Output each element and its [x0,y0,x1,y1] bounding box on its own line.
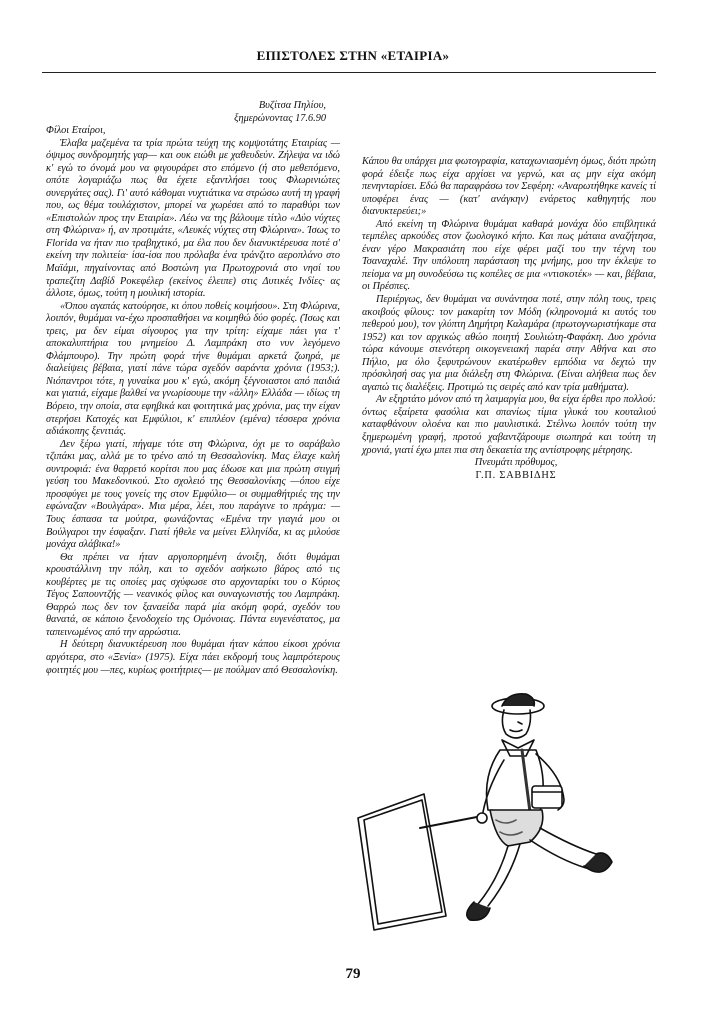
page-header: ΕΠΙΣΤΟΛΕΣ ΣΤΗΝ «ΕΤΑΙΡΙΑ» [256,48,450,63]
running-boy-illustration [350,690,680,940]
header-rule [42,72,656,73]
dateline-date: ξημερώνοντας 17.6.90 [234,112,326,124]
right-paragraph: Αν εξηρτάτο μόνον από τη λαιμαργία μου, θα είχα έρθει προ πολλού: όντως εξαίρετα φασόλια και σπανίως τίμια γλυκά του κουταλιού καταφθάνουν ολοένα και πιο μαυλιστικά. Στέλνω λοιπόν τούτη την ξημερωμένη γραφή, προτού χαβαντζάρουμε σιωπηρά και τούτη τη χρονιά, γιατί έχω μπει πια στη δεκαετία της αντίστροφης μέτρησης. [362,394,656,456]
dateline-place: Βυζίτσα Πηλίου, [258,100,326,111]
satchel [532,786,562,808]
shoe [467,902,490,920]
right-paragraph: Από εκείνη τη Φλώρινα θυμάμαι καθαρά μονάχα δύο επιβλητικά τεμπέλες αρκούδες στον ζωολογικό κήπο. Και πως μάταια αναζήτησα, έναν γέρο Μακρασιάτη που είχε φέρει μαζί του την τέχνη του Τσαναχαλέ. Την υπόλοιπη παράσταση της μνήμης, μου την έκλεψε το πείσμα να μη συνοδεύσω τις κοπέλες σε μια «ντισκοτέκ» — και, βέβαια, οι Πρέσπες. [362,218,656,293]
closing-line: Πνευμάτι πρόθυμος, [474,457,558,469]
right-paragraph: Περιέργως, δεν θυμάμαι να συνάντησα ποτέ, στην πόλη τους, τρεις ακοιβούς φίλους: τον μακαρίτη τον Μόδη (κληρονομιά κι αυτός του πεθερού μου), τον γλύπτη Δημήτρη Καλαμάρα (πρωτογνωριστήκαμε στα 1952) και τον αρχικώς αθώο ποιητή Σουλιώτη-Φαφάκη. Δυο χρόνια τώρα κάνουμε στενότερη οικογενειακή παρέα στην Αθήνα και στο Πήλιο, μα όλο ξεφυτρώνουν εκατέρωθεν εμπόδια να δεχτώ την πρόσκλησή σας για μια διάλεξη στη Φλώρινα. (Είναι αλήθεια πως δεν αγαπώ τις διαλέξεις. Προτιμώ τις σειρές από καν τρία μαθήματα). [362,294,656,393]
right-paragraph: Κάπου θα υπάρχει μια φωτογραφία, καταχωνιασμένη όμως, διότι πρώτη φορά έδειξε πως είχα αρχίσει να γερνώ, και ας μην είχα ακόμη πενηνταρίσει. Εδώ θα παραφράσω τον Σεφέρη: «Αναρωτήθηκε κανείς τί υποφέρει ένας — (κατ' ανάγκην) ενάρετος καθηγητής που διανυκτερεύει;» [362,156,656,218]
left-paragraph: Η δεύτερη διανυκτέρευση που θυμάμαι ήταν κάπου είκοσι χρόνια αργότερα, στο «Ξενία» (1975). Είχα πάει εκδρομή τους λαμπρότερους φοιτητές μου —πες, κυρίως φοιτήτριες— με πούλμαν από Θεσσαλονίκη. [46,639,340,676]
greeting: Φίλοι Εταίροι, [46,125,106,136]
dateline [46,100,340,125]
boy-leg-front [478,846,508,904]
page-number: 79 [345,966,361,982]
left-paragraph: Δεν ξέρω γιατί, πήγαμε τότε στη Φλώρινα, όχι με το σαράβαλο τζιπάκι μας, αλλά με το τρένο από τη Θεσσαλονίκη. Μας έλαχε καλή συντροφιά: ένα θαρρετό κορίτσι που μας έδωσε και μια πρώτη στιγμή γεύση του Μακεδονικού. Στο σχολειό της Θεσσαλονίκης —όπου είχε προσφύγει με τους γονείς της στον Εμφύλιο— οι συμμαθήτριές της την εφώναζαν «Βουλγάρα». Μια μέρα, λέει, που παράγινε το πράγμα: —Τους έσπασα τα μούτρα, φωνάζοντας «Εμένα την γιαγιά μου οι Βούλγαροι την έσφαξαν. Γιατί ήθελε να μείνει Ελληνίδα, κι ας μιλούσε μονάχα σλάβικα!» [46,438,340,551]
left-paragraph: Έλαβα μαζεμένα τα τρία πρώτα τεύχη της κομψοτάτης Εταιρίας —όψιμος συνδρομητής γαρ— και ουκ ειώθι με χαθευδεύν. Ζήλεψα να ιδώ κ' εγώ το όνομά μου να φιγουράρει στο επόμενο (ή στο μεθεπόμενο, οπότε λογαριάζω πως θα έχετε εξαντλήσει τους Φλωρινιώτες συνεργάτες σας). Γι' αυτό κάθομαι νυχτιάτικα να στρώσω αυτή τη γραφή που, ως θέμα τουλάχιστον, μπορεί να χωρέσει από το παραθύρι των «Επιστολών προς την Εταιρία». Λέω να της βάλουμε τίτλο «Δύο νύχτες στη Φλώρινα» ή, αν προτιμάτε, «Λευκές νύχτες στη Φλώρινα». Ίσως το Florida να ήταν πιο τραβηχτικό, μα έλα που δεν διανυκτέρευσα ποτέ σ' εκείνη την πολιτεία· ίσα-ίσα που πρόλαβα ένα τράνζιτο αεροπλάνο στο Μαϊάμι, πηγαίνοντας από Βοστώνη για Πρωτοχρονιά στο νησί του τραπεζίτη Δαβίδ Ροκεφέλερ (εκείνος έλειπε) στις Δυτικές Ινδίες· ας άλλοτε, όμως, τούτη η μουλική ιστορία. [46,137,340,300]
left-paragraph: «Όπου αγαπάς κατούρησε, κι όπου ποθείς κοιμήσου». Στη Φλώρινα, λοιπόν, θυμάμαι να-έχω προσπαθήσει να κοιμηθώ δύο φορές. (Ίσως και τρεις, μα δεν είμαι σίγουρος για την τρίτη: είχαμε πάει για τ' αποκαλυπτήρια του μνημείου Δ. Λαμπράκη στο νυν λεγόμενο Φλάμπουρο). Την πρώτη φορά τήνε θυμάμαι αρκετά ζωηρά, με διαλείψεις βέβαια, γιατί πάνε τώρα σχεδόν σαράντα χρόνια (1953;). Νιόπαντροι τότε, η γυναίκα μου κ' εγώ, ακόμη ξέγνοιαστοι από παιδιά και γιατιά, είχαμε βαλθεί να γνωρίσουμε την «άλλη» Ελλάδα — ιδίως τη Βόρειο, την οποία, στα εφηβικά και φοιτητικά μας χρόνια, μας την είχαν στερήσει Κατοχές και Εμφύλιοι, κ' επιπλέον (εμένα) τέσσερα χρόνια αδιάκοπης ξενιτιάς. [46,300,340,438]
signature: Γ.Π. ΣΑΒΒΙΔΗΣ [475,469,557,481]
right-column [362,156,656,482]
shoe [584,853,612,872]
left-paragraph: Θα πρέπει να ήταν αργοπορημένη άνοιξη, διότι θυμάμαι κρουστάλλινη την πόλη, και το σχεδόν ασήκωτο βάρος από τις κουβέρτες με τις οποίες μας σχύφωσε στο αρχονταρίκι του ο Κύριος Τέγος Σαπουντζής — νεανικός φίλος και συναγωνιστής του Λαμπράκη. Θαρρώ πως δεν τον ξαναείδα παρά μία ακόμη φορά, σχεδόν του θανατά, σε κάποιο ξενοδοχείο της Ομόνοιας. Πάντα ευγενέστατος, μα ταπεινωμένος από την αρρώστια. [46,551,340,638]
left-column [46,100,340,677]
